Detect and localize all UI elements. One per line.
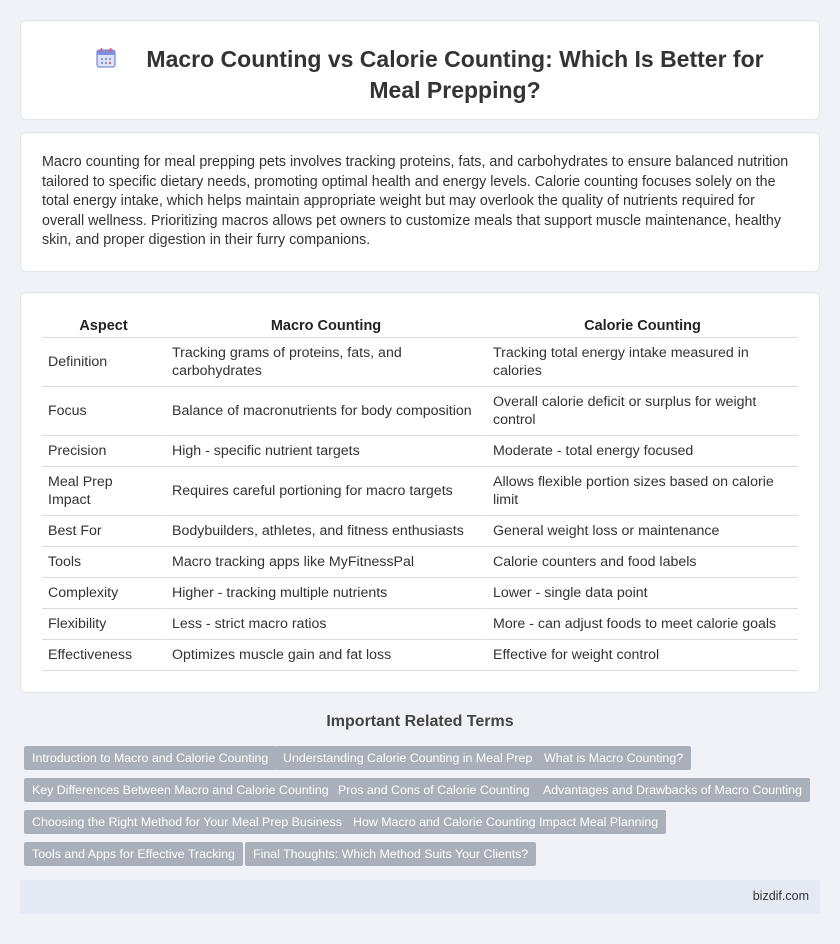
table-row <box>42 609 798 640</box>
table-row <box>42 467 798 516</box>
related-term-tag[interactable]: Choosing the Right Method for Your Meal Prep Business <box>24 810 350 834</box>
table-cell-macro: Optimizes muscle gain and fat loss <box>165 640 486 671</box>
table-cell-calorie: Tracking total energy intake measured in calories <box>486 338 798 387</box>
table-row <box>42 640 798 671</box>
footer-site-name: bizdif.com <box>752 889 809 903</box>
related-term-tag[interactable]: Introduction to Macro and Calorie Counting <box>24 746 276 770</box>
table-cell-macro: High - specific nutrient targets <box>165 436 486 467</box>
related-term-tag[interactable]: Key Differences Between Macro and Calorie Counting <box>24 778 337 802</box>
table-cell-macro: Tracking grams of proteins, fats, and carbohydrates <box>165 338 486 387</box>
table-row <box>42 338 798 387</box>
comparison-table <box>42 314 798 671</box>
comparison-table-card <box>20 292 820 693</box>
table-cell-aspect: Effectiveness <box>42 640 165 671</box>
table-cell-aspect: Flexibility <box>42 609 165 640</box>
table-row <box>42 547 798 578</box>
table-cell-calorie: Allows flexible portion sizes based on calorie limit <box>486 467 798 516</box>
table-cell-aspect: Definition <box>42 338 165 387</box>
calendar-icon <box>95 47 117 69</box>
table-cell-aspect: Meal Prep Impact <box>42 467 165 516</box>
table-row <box>42 516 798 547</box>
related-term-tag[interactable]: Tools and Apps for Effective Tracking <box>24 842 243 866</box>
table-cell-calorie: Effective for weight control <box>486 640 798 671</box>
table-row <box>42 436 798 467</box>
table-row <box>42 387 798 436</box>
table-cell-calorie: General weight loss or maintenance <box>486 516 798 547</box>
table-cell-aspect: Complexity <box>42 578 165 609</box>
table-cell-macro: Less - strict macro ratios <box>165 609 486 640</box>
intro-paragraph: Macro counting for meal prepping pets involves tracking proteins, fats, and carbohydrates to ensure balanced nutrition tailored to specific dietary needs, promoting optimal health and energy levels. Calorie counting focuses solely on the total energy intake, which helps maintain appropriate weight but may overlook the quality of nutrients required for overall wellness. Prioritizing macros allows pet owners to customize meals that support muscle maintenance, healthy skin, and proper digestion in their furry companions. <box>42 154 789 249</box>
table-cell-aspect: Tools <box>42 547 165 578</box>
table-cell-macro: Requires careful portioning for macro targets <box>165 467 486 516</box>
table-row <box>42 578 798 609</box>
table-cell-aspect: Best For <box>42 516 165 547</box>
table-cell-macro: Higher - tracking multiple nutrients <box>165 578 486 609</box>
related-term-tag[interactable]: Pros and Cons of Calorie Counting <box>330 778 537 802</box>
intro-card <box>20 132 820 272</box>
related-terms-title: Important Related Terms <box>326 713 514 730</box>
table-cell-calorie: Calorie counters and food labels <box>486 547 798 578</box>
table-cell-calorie: Moderate - total energy focused <box>486 436 798 467</box>
related-term-tag[interactable]: Understanding Calorie Counting in Meal Prep <box>275 746 540 770</box>
table-cell-calorie: Lower - single data point <box>486 578 798 609</box>
related-term-tag[interactable]: How Macro and Calorie Counting Impact Meal Planning <box>345 810 666 834</box>
table-cell-macro: Balance of macronutrients for body composition <box>165 387 486 436</box>
table-cell-calorie: Overall calorie deficit or surplus for weight control <box>486 387 798 436</box>
table-cell-macro: Macro tracking apps like MyFitnessPal <box>165 547 486 578</box>
table-cell-aspect: Focus <box>42 387 165 436</box>
table-cell-macro: Bodybuilders, athletes, and fitness enthusiasts <box>165 516 486 547</box>
header-calorie-counting: Calorie Counting <box>486 314 798 338</box>
header-macro-counting: Macro Counting <box>165 314 486 338</box>
header-aspect: Aspect <box>42 314 165 338</box>
table-cell-aspect: Precision <box>42 436 165 467</box>
table-header-row <box>42 314 798 338</box>
related-term-tag[interactable]: What is Macro Counting? <box>536 746 691 770</box>
footer-bar <box>20 880 820 914</box>
related-term-tag[interactable]: Advantages and Drawbacks of Macro Counting <box>535 778 810 802</box>
table-cell-calorie: More - can adjust foods to meet calorie goals <box>486 609 798 640</box>
related-term-tag[interactable]: Final Thoughts: Which Method Suits Your Clients? <box>245 842 536 866</box>
header-card <box>20 20 820 120</box>
page-title: Macro Counting vs Calorie Counting: Which Is Better for Meal Prepping? <box>146 46 764 103</box>
